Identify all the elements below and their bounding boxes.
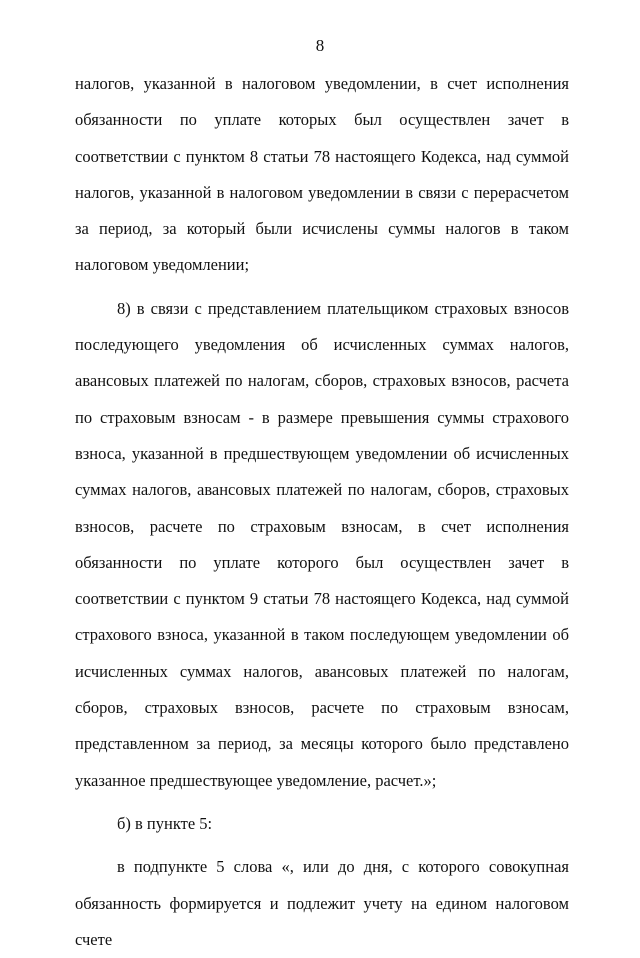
document-body (75, 66, 569, 958)
paragraph-continuation: налогов, указанной в налоговом уведомлении, в счет исполнения обязанности по уплате которых был осуществлен зачет в соответствии с пунктом 8 статьи 78 настоящего Кодекса, над суммой налогов, указанной в налоговом уведомлении в связи с перерасчетом за период, за который были исчислены суммы налогов в таком налоговом уведомлении; (75, 74, 569, 275)
paragraph-item-8: 8) в связи с представлением плательщиком страховых взносов последующего уведомления об исчисленных суммах налогов, авансовых платежей по налогам, сборов, страховых взносов, расчета по страховым взносам - в размере превышения суммы страхового взноса, указанной в предшествующем уведомлении об исчисленных суммах налогов, авансовых платежей по налогам, сборов, страховых взносов, расчете по страховым взносам, в счет исполнения обязанности по уплате которого был осуществлен зачет в соответствии с пунктом 9 статьи 78 настоящего Кодекса, над суммой страхового взноса, указанной в таком последующем уведомлении об исчисленных суммах налогов, авансовых платежей по налогам, сборов, страховых взносов, расчете по страховым взносам, представленном за период, за месяцы которого было представлено указанное предшествующее уведомление, расчет.»; (75, 298, 569, 790)
paragraph-subpoint-5: в подпункте 5 слова «, или до дня, с которого совокупная обязанность формируется и подлежит учету на едином налоговом счете (75, 857, 569, 949)
paragraph-subitem-b: б) в пункте 5: (117, 813, 213, 833)
page-number: 8 (315, 36, 325, 55)
